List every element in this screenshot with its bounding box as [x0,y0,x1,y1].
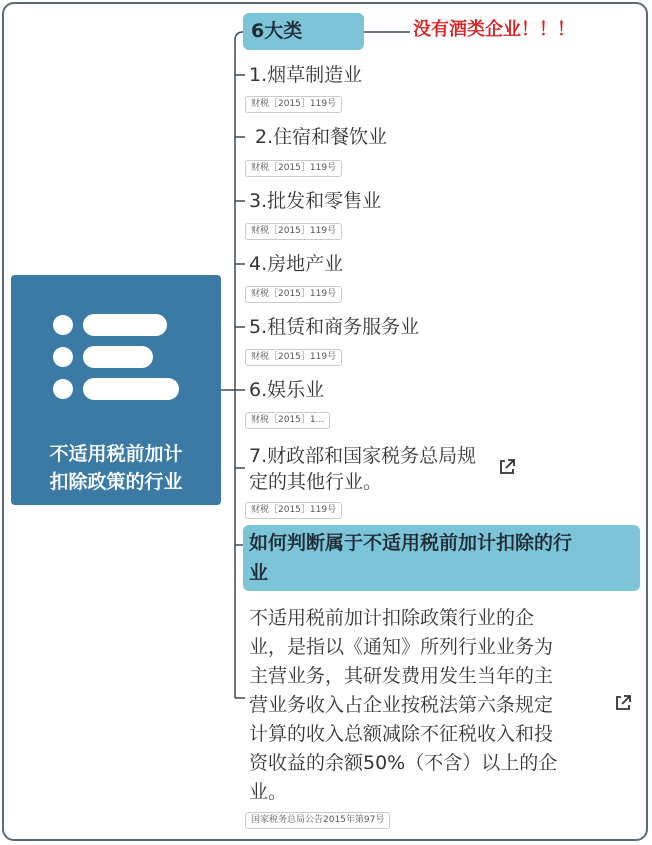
categories-topic[interactable] [243,13,364,50]
root-topic[interactable] [11,275,221,505]
item-6[interactable]: 6.娱乐业 [249,379,325,401]
item-1[interactable]: 1.烟草制造业 [249,64,363,86]
external-link-icon[interactable] [614,694,632,712]
categories-note[interactable]: 没有酒类企业！！！ [413,19,575,40]
judge-tag[interactable]: 国家税务总局公告2015年第97号 [245,812,390,829]
item-7[interactable]: 7.财政部和国家税务总局规 定的其他行业。 [249,445,477,493]
item-6-tag[interactable]: 财税［2015］1... [245,412,330,429]
item-4[interactable]: 4.房地产业 [249,253,344,275]
judge-topic[interactable]: 如何判断属于不适用税前加计扣除的行 业 [243,525,640,591]
item-5-tag[interactable]: 财税［2015］119号 [245,349,342,366]
item-2-tag[interactable]: 财税［2015］119号 [245,160,342,177]
item-5[interactable]: 5.租赁和商务服务业 [249,316,420,338]
categories-label: 6大类 [251,20,303,42]
item-7-tag[interactable]: 财税［2015］119号 [245,502,342,519]
item-1-tag[interactable]: 财税［2015］119号 [245,96,342,113]
item-3[interactable]: 3.批发和零售业 [249,190,382,212]
external-link-icon[interactable] [498,458,516,476]
root-title: 不适用税前加计 扣除政策的行业 [49,443,183,493]
item-2[interactable]: 2.住宿和餐饮业 [249,126,388,148]
item-4-tag[interactable]: 财税［2015］119号 [245,286,342,303]
item-3-tag[interactable]: 财税［2015］119号 [245,223,342,240]
judge-description[interactable]: 不适用税前加计扣除政策行业的企 业，是指以《通知》所列行业业务为 主营业务，其研发费用发生当年的主 营业务收入占企业按税法第六条规定 计算的收入总额减除不征税收入和投 资收益的余额50%（不含）以上的企 业。 [249,607,558,803]
